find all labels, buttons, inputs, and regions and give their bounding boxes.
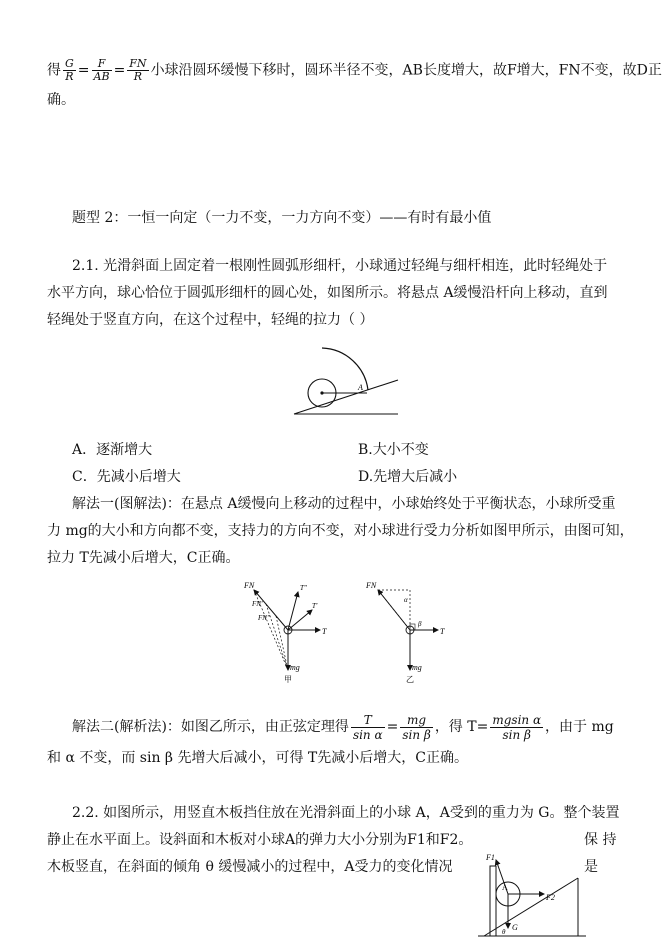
conclusion-line-1: 得 $\frac{G}{R}$ = $\frac{F}{AB}$ = $\frac{FN}{R}$ 小球沿圆环缓慢下移时，圆环半径不变，AB长度增大，故F增大，FN不变，故D正 <box>47 57 662 83</box>
fraction-f-ab: $\frac{F}{AB}$ <box>93 57 110 83</box>
force-diagram-jia <box>240 578 340 686</box>
incline-arc-figure <box>290 342 402 420</box>
fraction-t-sin-alpha: $\frac{T}{\text{sin α}}$ <box>352 712 383 742</box>
q22-line-1: 2.2. 如图所示，用竖直木板挡住放在光滑斜面上的小球 A，A受到的重力为 G。整个装置 <box>72 805 620 821</box>
yi-label-t: T <box>440 627 445 636</box>
label-theta: θ <box>502 928 506 936</box>
jia-label-t1: T' <box>312 602 318 610</box>
yi-label-beta: β <box>418 620 422 628</box>
q22-line-3-right: 是 <box>584 859 598 875</box>
fraction-mgsin-alpha-sin-beta: $\frac{\text{mgsin α}}{\text{sin β}}$ <box>492 712 542 742</box>
board-incline-figure <box>478 848 590 938</box>
jia-label-t2: T" <box>300 584 307 592</box>
force-diagram-yi <box>362 578 454 686</box>
q22-line-2-right: 保 持 <box>584 832 617 848</box>
solution2-line-1: 解法二(解析法)：如图乙所示，由正弦定理得 $\frac{T}{\text{sin α}}$ = $\frac{mg}{\text{sin β}}$ ，得 T= $\frac{\text{mgsin α}}{\text{sin β}}$ ，由于 mg <box>72 712 614 742</box>
prefix-text: 得 <box>47 62 61 79</box>
jia-fn <box>254 590 288 630</box>
yi-label-mg: mg <box>412 663 422 672</box>
option-d: D.先增大后减小 <box>358 469 458 485</box>
option-b: B.大小不变 <box>358 442 429 458</box>
vertical-board <box>490 866 496 936</box>
incline-surface <box>294 380 398 414</box>
jia-label-fn: FN <box>244 581 255 590</box>
jia-caption: 甲 <box>284 675 292 684</box>
yi-label-alpha: α <box>404 596 408 604</box>
jia-label-mg: mg <box>290 663 300 672</box>
solution1-line-1: 解法一(图解法)：在悬点 A缓慢向上移动的过程中，小球始终处于平衡状态，小球所受重 <box>72 496 616 512</box>
q21-line-2: 水平方向，球心恰位于圆弧形细杆的圆心处，如图所示。将悬点 A缓慢沿杆向上移动，直到 <box>47 285 608 301</box>
jia-t2 <box>288 592 298 630</box>
yi-label-fn: FN <box>366 581 377 590</box>
label-f1: F1 <box>486 853 495 862</box>
q21-line-1: 2.1. 光滑斜面上固定着一根刚性圆弧形细杆，小球通过轻绳与细杆相连，此时轻绳处于 <box>72 258 608 274</box>
solution1-line-2: 力 mg的大小和方向都不变，支持力的方向不变，对小球进行受力分析如图甲所示，由图可知， <box>47 523 634 539</box>
q21-line-3: 轻绳处于竖直方向，在这个过程中，轻绳的拉力（ ） <box>47 312 374 328</box>
label-g: G <box>512 923 518 932</box>
fraction-fn-r: $\frac{FN}{R}$ <box>129 57 147 83</box>
conclusion-line-2: 确。 <box>47 92 75 108</box>
section-title: 题型 2：一恒一向定（一力不变，一力方向不变）——有时有最小值 <box>72 210 492 226</box>
solution2-line-2: 和 α 不变，而 sin β 先增大后减小，可得 T先减小后增大，C正确。 <box>47 750 468 766</box>
option-c: C．先减小后增大 <box>72 469 181 485</box>
label-a: A <box>358 383 363 392</box>
fraction-g-r: $\frac{G}{R}$ <box>65 57 74 83</box>
solution1-line-3: 拉力 T先减小后增大，C正确。 <box>47 550 240 566</box>
label-f2: F2 <box>546 893 555 902</box>
q22-line-2: 静止在水平面上。设斜面和木板对小球A的弹力大小分别为F1和F2。 <box>47 832 473 848</box>
jia-label-t: T <box>322 627 327 636</box>
label-a: A <box>502 883 508 892</box>
q22-line-3: 木板竖直，在斜面的倾角 θ 缓慢减小的过程中，A受力的变化情况 <box>47 859 453 875</box>
jia-dash-3 <box>276 616 288 670</box>
jia-label-fn1: FN' <box>252 600 263 608</box>
option-a: A．逐渐增大 <box>72 442 153 458</box>
yi-caption: 乙 <box>406 675 414 684</box>
jia-label-fn2: FN" <box>258 614 270 622</box>
fraction-mg-sin-beta: $\frac{mg}{\text{sin β}}$ <box>402 712 431 742</box>
conclusion-text: 小球沿圆环缓慢下移时，圆环半径不变，AB长度增大，故F增大，FN不变，故D正 <box>150 62 662 79</box>
jia-t1 <box>288 610 312 630</box>
